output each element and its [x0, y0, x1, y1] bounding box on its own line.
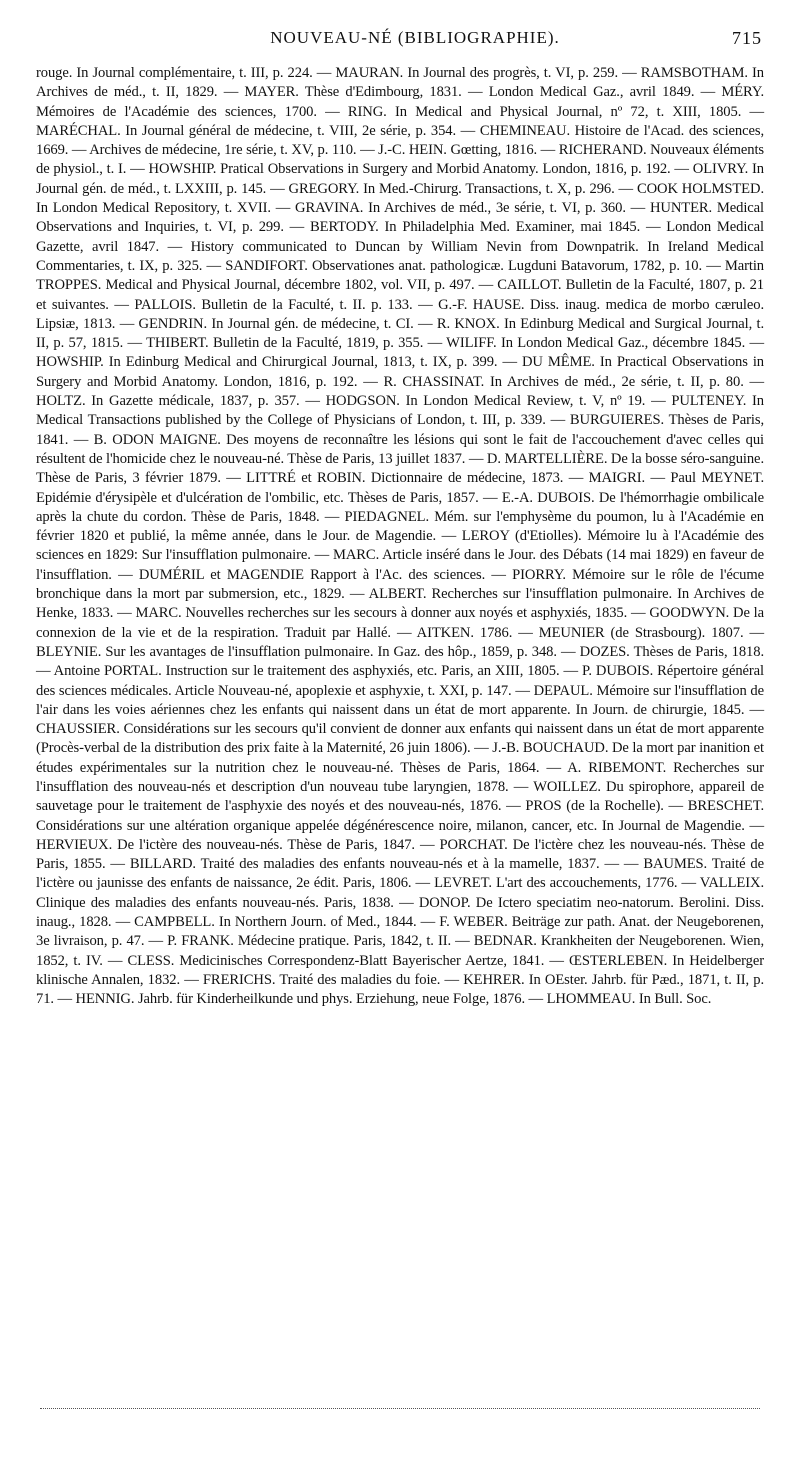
- bibliography-paragraph: rouge. In Journal complémentaire, t. III, p. 224. — MAURAN. In Journal des progrès, t. VI, p. 259. — RAMSBOTHAM. In Archives de méd., t. II, 1829. — MAYER. Thèse d'Edimbourg, 1831. — London Medical Gaz., avril 1849. — MÉRY. Mémoires de l'Académie des sciences, 1700. — RING. In Medical and Physical Journal, nº 72, t. XIII, 1805. — MARÉCHAL. In Journal général de médecine, t. VIII, 2e série, p. 354. — CHEMINEAU. Histoire de l'Acad. des sciences, 1669. — Archives de médecine, 1re série, t. XV, p. 110. — J.-C. HEIN. Gœtting, 1816. — RICHERAND. Nouveaux éléments de physiol., t. I. — HOWSHIP. Pratical Observations in Surgery and Morbid Anatomy. London, 1816, p. 192. — OLIVRY. In Journal gén. de méd., t. LXXIII, p. 145. — GREGORY. In Med.-Chirurg. Transactions, t. X, p. 296. — COOK HOLMSTED. In London Medical Repository, t. XVII. — GRAVINA. In Archives de méd., 3e série, t. VI, p. 360. — HUNTER. Medical Observations and Inquiries, t. VI, p. 299. — BERTODY. In Philadelphia Med. Examiner, mai 1845. — London Medical Gazette, avril 1847. — History communicated to Duncan by William Nevin from Downpatrik. In Ireland Medical Commentaries, t. IX, p. 325. — SANDIFORT. Observationes anat. pathologicæ. Lugduni Batavorum, 1782, p. 10. — Martin TROPPES. Medical and Physical Journal, décembre 1802, vol. VII, p. 497. — CAILLOT. Bulletin de la Faculté, 1807, p. 21 et suivantes. — PALLOIS. Bulletin de la Faculté, t. II. p. 133. — G.-F. HAUSE. Diss. inaug. medica de morbo cæruleo. Lipsiæ, 1813. — GENDRIN. In Journal gén. de médecine, t. CI. — R. KNOX. In Edinburg Medical and Surgical Journal, t. II, p. 57, 1815. — THIBERT. Bulletin de la Faculté, 1819, p. 355. — WILIFF. In London Medical Gaz., décembre 1845. — HOWSHIP. In Edinburg Medical and Chirurgical Journal, 1813, t. IX, p. 399. — DU MÊME. In Practical Observations in Surgery and Morbid Anatomy. London, 1816, p. 192. — R. CHASSINAT. In Archives de méd., 2e série, t. II, p. 80. — HOLTZ. In Gazette médicale, 1837, p. 357. — HODGSON. In London Medical Review, t. V, nº 19. — PULTENEY. In Medical Transactions published by the College of Physicians of London, t. III, p. 339. — BURGUIERES. Thèses de Paris, 1841. — B. ODON MAIGNE. Des moyens de reconnaître les lésions qui sont le fait de l'accouchement d'avec celles qui résultent de l'homicide chez le nouveau-né. Thèse de Paris, 13 juillet 1837. — D. MARTELLIÈRE. De la bosse séro-sanguine. Thèse de Paris, 3 février 1879. — LITTRÉ et ROBIN. Dictionnaire de médecine, 1873. — MAIGRI. — Paul MEYNET. Epidémie d'érysipèle et d'ulcération de l'ombilic, etc. Thèses de Paris, 1857. — E.-A. DUBOIS. De l'hémorrhagie ombilicale après la chute du cordon. Thèse de Paris, 1848. — PIEDAGNEL. Mém. sur l'emphysème du poumon, lu à l'Académie en février 1820 et publié, la même année, dans le Jour. de Magendie. — LEROY (d'Etiolles). Mémoire lu à l'Académie des sciences en 1829: Sur l'insufflation pulmonaire. — MARC. Article inséré dans le Jour. des Débats (14 mai 1829) en faveur de l'insufflation. — DUMÉRIL et MAGENDIE Rapport à l'Ac. des sciences. — PIORRY. Mémoire sur le rôle de l'écume bronchique dans la mort par submersion, etc., 1829. — ALBERT. Recherches sur l'insufflation pulmonaire. In Archives de Henke, 1833. — MARC. Nouvelles recherches sur les secours à donner aux noyés et asphyxiés, 1835. — GOODWYN. De la connexion de la vie et de la respiration. Traduit par Hallé. — AITKEN. 1786. — MEUNIER (de Strasbourg). 1807. — BLEYNIE. Sur les avantages de l'insufflation pulmonaire. In Gaz. des hôp., 1859, p. 348. — DOZES. Thèses de Paris, 1818. — Antoine PORTAL. Instruction sur le traitement des asphyxiés, etc. Paris, an XIII, 1805. — P. DUBOIS. Répertoire général des sciences médicales. Article Nouveau-né, apoplexie et asphyxie, t. XXI, p. 147. — DEPAUL. Mémoire sur l'insufflation de l'air dans les voies aériennes chez les enfants qui naissent dans un état de mort apparente. In Journ. de chirurgie, 1845. — CHAUSSIER. Considérations sur les secours qu'il convient de donner aux enfants qui naissent dans un état de mort apparente (Procès-verbal de la distribution des prix faite à la Maternité, 26 juin 1806). — J.-B. BOUCHAUD. De la mort par inanition et études expérimentales sur la nutrition chez le nouveau-né. Thèses de Paris, 1864. — A. RIBEMONT. Recherches sur l'insufflation des nouveau-nés et description d'un nouveau tube laryngien, 1878. — WOILLEZ. Du spirophore, appareil de sauvetage pour le traitement de l'asphyxie des noyés et des nouveau-nés, 1876. — PROS (de la Rochelle). — BRESCHET. Considérations sur une altération organique appelée dégénérescence noire, milanon, cancer, etc. In Journal de Magendie. — HERVIEUX. De l'ictère des nouveau-nés. Thèse de Paris, 1847. — PORCHAT. De l'ictère chez les nouveau-nés. Thèse de Paris, 1855. — BILLARD. Traité des maladies des enfants nouveau-nés et à la mamelle, 1837. — — BAUMES. Traité de l'ictère ou jaunisse des enfants de naissance, 2e édit. Paris, 1806. — LEVRET. L'art des accouchements, 1776. — VALLEIX. Clinique des maladies des enfants nouveau-nés. Paris, 1838. — DONOP. De Ictero speciatim neo-natorum. Berolini. Diss. inaug., 1828. — CAMPBELL. In Northern Journ. of Med., 1844. — F. WEBER. Beiträge zur path. Anat. der Neugeborenen, 3e livraison, p. 47. — P. FRANK. Médecine pratique. Paris, 1842, t. II. — BEDNAR. Krankheiten der Neugeborenen. Wien, 1852, t. IV. — CLESS. Medicinisches Correspondenz-Blatt Bayerischer Aertze, 1841. — ŒSTERLEBEN. In Heidelberger klinische Annalen, 1832. — FRERICHS. Traité des maladies du foie. — KEHRER. In OEster. Jahrb. für Pæd., 1871, t. II, p. 71. — HENNIG. Jahrb. für Kinderheilkunde und phys. Erziehung, neue Folge, 1876. — LHOMMEAU. In Bull. Soc.: [36, 65, 764, 1008]
- page-number: 715: [732, 28, 762, 48]
- bottom-dotted-rule: [40, 1408, 760, 1409]
- running-title: NOUVEAU-NÉ (BIBLIOGRAPHIE).: [270, 28, 560, 47]
- bibliography-text: [36, 64, 764, 1010]
- running-header: [36, 28, 764, 58]
